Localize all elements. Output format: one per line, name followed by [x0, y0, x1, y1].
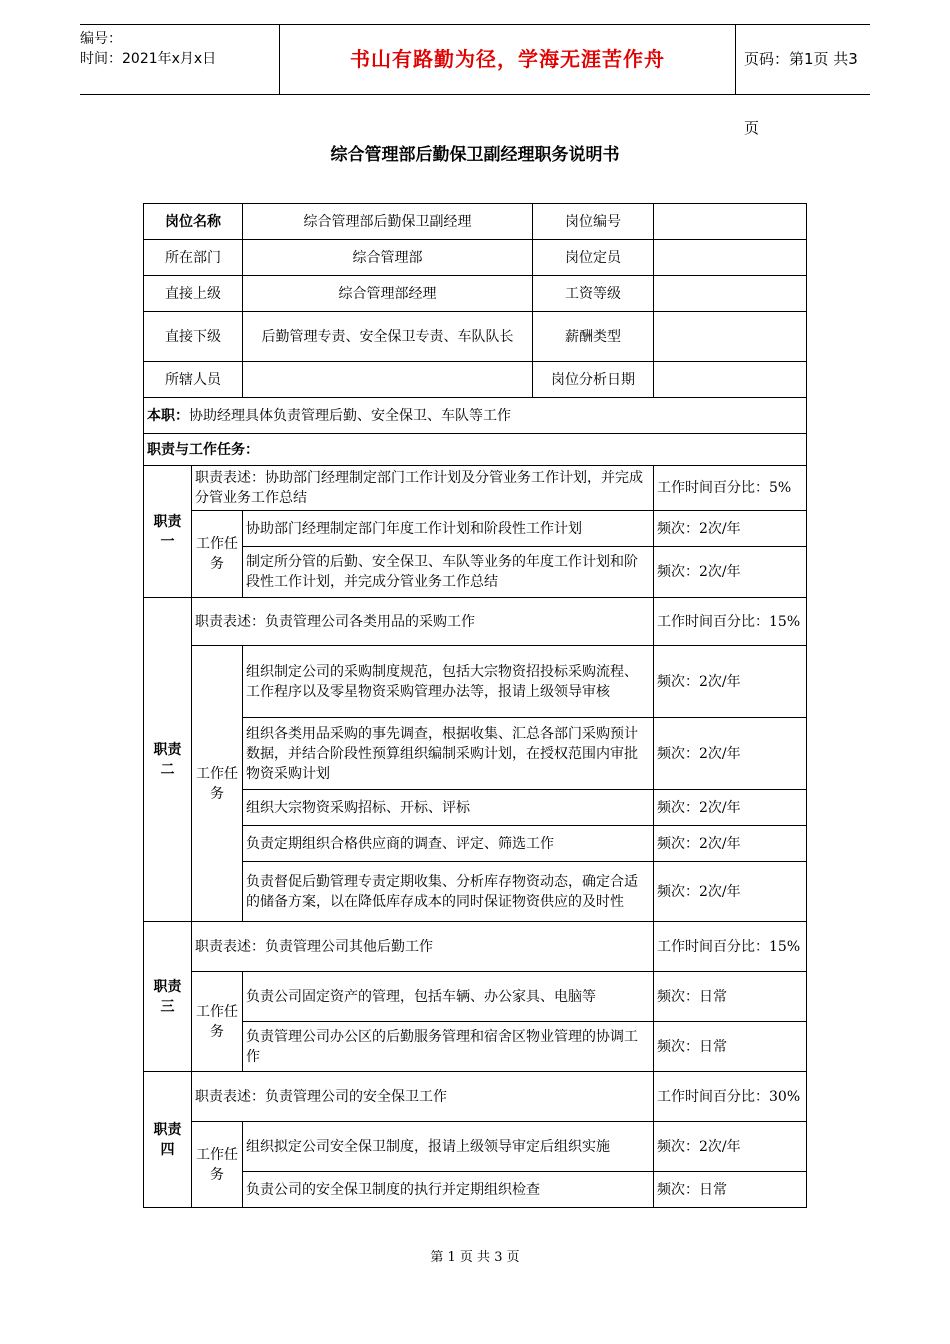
info-row [144, 276, 807, 312]
duty-desc: 职责表述：负责管理公司的安全保卫工作 [192, 1072, 654, 1122]
task-row [144, 1172, 807, 1208]
task-text: 负责管理公司办公区的后勤服务管理和宿舍区物业管理的协调工作 [243, 1022, 654, 1072]
duty-pct: 工作时间百分比：15% [654, 598, 807, 646]
benzhi-label: 本职： [147, 407, 189, 424]
task-freq: 频次：2次/年 [654, 547, 807, 598]
number-label: 编号： [80, 31, 122, 47]
time-label: 时间：2021年x月x日 [80, 51, 217, 67]
info-row [144, 204, 807, 240]
job-description-table [143, 203, 807, 1208]
info-label: 工资等级 [533, 276, 654, 312]
task-row [144, 718, 807, 790]
duty-name: 职责二 [144, 598, 192, 922]
duty-name: 职责一 [144, 466, 192, 598]
duty-pct: 工作时间百分比：5% [654, 466, 807, 511]
task-text: 制定所分管的后勤、安全保卫、车队等业务的年度工作计划和阶段性工作计划，并完成分管业务工作总结 [243, 547, 654, 598]
task-freq: 频次：日常 [654, 1022, 807, 1072]
info-value [654, 312, 807, 362]
task-row [144, 547, 807, 598]
task-row [144, 862, 807, 922]
info-label: 直接下级 [144, 312, 243, 362]
page-footer: 第 1 页 共 3 页 [430, 1250, 520, 1265]
duty-desc-row [144, 466, 807, 511]
info-label: 所在部门 [144, 240, 243, 276]
info-label: 直接上级 [144, 276, 243, 312]
info-label: 岗位名称 [144, 204, 243, 240]
duties-heading-row [144, 434, 807, 466]
info-value: 后勤管理专责、安全保卫专责、车队队长 [243, 312, 533, 362]
task-freq: 频次：2次/年 [654, 826, 807, 862]
duty-desc-row [144, 598, 807, 646]
info-label: 岗位编号 [533, 204, 654, 240]
document-title: 综合管理部后勤保卫副经理职务说明书 [330, 145, 620, 165]
task-row [144, 1022, 807, 1072]
info-row [144, 362, 807, 398]
info-label: 岗位分析日期 [533, 362, 654, 398]
info-value [654, 204, 807, 240]
task-label: 工作任务 [192, 1122, 243, 1208]
header-meta [80, 25, 280, 94]
duty-desc: 职责表述：负责管理公司其他后勤工作 [192, 922, 654, 972]
task-text: 组织制定公司的采购制度规范，包括大宗物资招投标采购流程、工作程序以及零星物资采购管理办法等，报请上级领导审核 [243, 646, 654, 718]
duty-desc-row [144, 922, 807, 972]
duty-name: 职责四 [144, 1072, 192, 1208]
info-value [654, 276, 807, 312]
duty-name: 职责三 [144, 922, 192, 1072]
duties-heading: 职责与工作任务： [144, 434, 807, 466]
info-label: 岗位定员 [533, 240, 654, 276]
task-row [144, 646, 807, 718]
header-motto: 书山有路勤为径，学海无涯苦作舟 [280, 25, 736, 94]
info-label: 薪酬类型 [533, 312, 654, 362]
header-page-info: 页码：第1页 共3页 [744, 50, 858, 137]
info-row [144, 312, 807, 362]
benzhi-text: 协助经理具体负责管理后勤、安全保卫、车队等工作 [189, 407, 511, 424]
task-label: 工作任务 [192, 511, 243, 598]
task-freq: 频次：2次/年 [654, 718, 807, 790]
duty-pct: 工作时间百分比：30% [654, 1072, 807, 1122]
duty-desc-row [144, 1072, 807, 1122]
info-value: 综合管理部经理 [243, 276, 533, 312]
task-row [144, 826, 807, 862]
task-freq: 频次：2次/年 [654, 646, 807, 718]
benzhi-row [144, 398, 807, 434]
info-value [654, 362, 807, 398]
task-text: 组织各类用品采购的事先调查，根据收集、汇总各部门采购预计数据，并结合阶段性预算组织编制采购计划，在授权范围内审批物资采购计划 [243, 718, 654, 790]
task-freq: 频次：日常 [654, 972, 807, 1022]
info-value [654, 240, 807, 276]
task-label: 工作任务 [192, 646, 243, 922]
task-text: 组织大宗物资采购招标、开标、评标 [243, 790, 654, 826]
info-value: 综合管理部后勤保卫副经理 [243, 204, 533, 240]
task-freq: 频次：日常 [654, 1172, 807, 1208]
duty-desc: 职责表述：负责管理公司各类用品的采购工作 [192, 598, 654, 646]
task-text: 组织拟定公司安全保卫制度，报请上级领导审定后组织实施 [243, 1122, 654, 1172]
page-header [80, 24, 870, 137]
task-row [144, 1122, 807, 1172]
task-freq: 频次：2次/年 [654, 862, 807, 922]
task-text: 负责公司的安全保卫制度的执行并定期组织检查 [243, 1172, 654, 1208]
task-text: 负责定期组织合格供应商的调查、评定、筛选工作 [243, 826, 654, 862]
task-text: 负责公司固定资产的管理，包括车辆、办公家具、电脑等 [243, 972, 654, 1022]
info-value [243, 362, 533, 398]
info-row [144, 240, 807, 276]
benzhi-cell [144, 398, 807, 434]
task-text: 协助部门经理制定部门年度工作计划和阶段性工作计划 [243, 511, 654, 547]
info-label: 所辖人员 [144, 362, 243, 398]
info-value: 综合管理部 [243, 240, 533, 276]
task-row [144, 790, 807, 826]
task-text: 负责督促后勤管理专责定期收集、分析库存物资动态，确定合适的储备方案，以在降低库存成本的同时保证物资供应的及时性 [243, 862, 654, 922]
task-freq: 频次：2次/年 [654, 511, 807, 547]
task-row [144, 511, 807, 547]
task-row [144, 972, 807, 1022]
duty-pct: 工作时间百分比：15% [654, 922, 807, 972]
task-label: 工作任务 [192, 972, 243, 1072]
task-freq: 频次：2次/年 [654, 790, 807, 826]
duty-desc: 职责表述：协助部门经理制定部门工作计划及分管业务工作计划，并完成分管业务工作总结 [192, 466, 654, 511]
task-freq: 频次：2次/年 [654, 1122, 807, 1172]
